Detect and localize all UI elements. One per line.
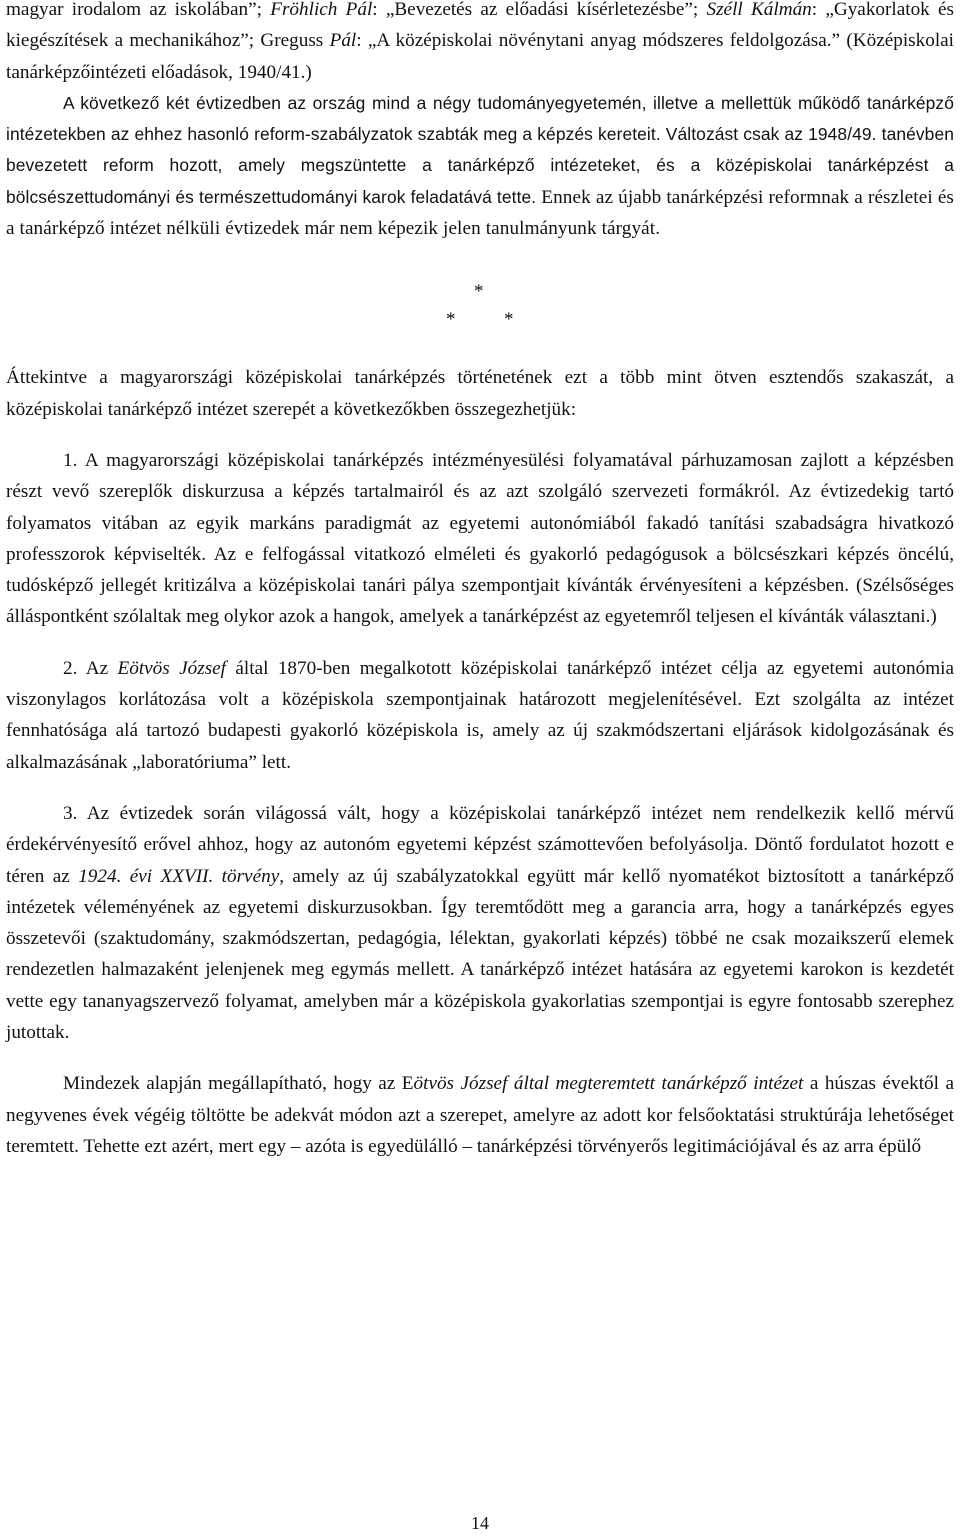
text-run: által 1870-ben megalkotott középiskolai tanárképző intézet célja az egyetemi autonómia viszonylagos korlátozása volt a középiskola szempontjainak határozott megjelenítésével. Ezt szolgálta az intézet fennhatósága alá tartozó budapesti gyakorló középiskola is, amely az új szakmódszertani eljárások kidolgozásának és alkalmazásának „laboratóriuma” lett.: [6, 657, 954, 773]
author-name: Fröhlich Pál: [270, 0, 373, 20]
paragraph-3: Áttekintve a magyarországi középiskolai tanárképzés történetének ezt a több mint ötven esztendős szakaszát, a középiskolai tanárképző intézet szerepét a következőkben összegezhetjük:: [6, 367, 954, 420]
star-left: *: [446, 309, 456, 331]
paragraph-7: [6, 1068, 954, 1162]
star-top: *: [474, 281, 484, 303]
paragraph-2: [6, 88, 954, 244]
text-run: : „Bevezetés az előadási kísérletezésbe”;: [372, 0, 707, 20]
text-run: , amely az új szabályzatokkal együtt már kellő nyomatékot biztosított a tanárképző intézetek véleményének az egyetemi diskurzusokban. Így teremtődött meg a garancia arra, hogy a tanárképzés egyes összetevői (szaktudomány, szakmódszertan, pedagógia, lélektan, gyakorlati képzés) többé ne csak mozaikszerű elemek rendezetlen halmazaként jelenjenek meg egymás mellett. A tanárképző intézet hatására az egyetemi karokon is kezdetét vette egy tananyagszervező folyamat, amelyben már a középiskola gyakorlatias szempontjai is egyre fontosabb szerephez jutottak.: [6, 865, 954, 1044]
author-name: Pál: [329, 30, 357, 52]
text-run: a húszas évektől a negyvenes évek végéig töltötte be adekvát módon azt a szerepet, amelyre az adott kor felsőoktatási struktúrája lehetőséget teremtett. Tehette ezt azért, mert egy – azóta is egyedülálló – tanárképzési törvényerős legitimációjával és az arra épülő: [6, 1073, 954, 1157]
author-name: Széll Kálmán: [706, 0, 812, 20]
paragraph-5: [6, 653, 954, 778]
paragraph-4: 1. A magyarországi középiskolai tanárképzés intézményesülési folyamatával párhuzamosan zajlott a képzésben részt vevő szereplők diskurzusa a képzés tartalmairól és az azt szolgáló szervezeti formákról. Az évtizedekig tartó folyamatos vitában az egyik markáns paradigmát az egyetemi autonómiából fakadó tanítási szabadságra hivatkozó professzorok képviselték. Az e felfogással vitatkozó elméleti és gyakorló pedagógusok a bölcsészkari képzés öncélú, tudósképző jellegét kritizálva a középiskolai tanári pálya szempontjait kívánták érvényesíteni a képzésben. (Szélsőséges álláspontként szólaltak meg olykor azok a hangok, amelyek a tanárképzést az egyetemről teljesen el kívánták választani.): [6, 449, 954, 628]
section-divider: [6, 254, 954, 362]
law-reference: 1924. évi XXVII. törvény: [78, 865, 280, 887]
text-run: magyar irodalom az iskolában”;: [6, 0, 271, 20]
text-run: : „Gyakorlatok és kiegészítések a mechanikához”; Greguss: [6, 0, 955, 52]
text-run: 3. Az évtizedek során világossá vált, hogy a középiskolai tanárképző intézet nem rendelkezik kellő mérvű érdekérvényesítő erővel ahhoz, hogy az autonóm egyetemi képzést számottevően befolyásolja. Döntő fordulatot hozott e téren az: [6, 802, 954, 887]
text-run: Mindezek alapján megállapítható, hogy az E: [63, 1073, 414, 1095]
text-run: : „A középiskolai növénytani anyag módszeres feldolgozása.” (Középiskolai tanárképzőintézeti előadások, 1940/41.): [6, 30, 954, 83]
star-right: *: [504, 309, 514, 331]
emphasis: ötvös József által megteremtett tanárképző intézet: [413, 1073, 804, 1095]
paragraph-6: [6, 798, 954, 1048]
text-run: Ennek az újabb tanárképzési reformnak a részletei és a tanárképző intézet nélküli évtizedek már nem képezik jelen tanulmányunk tárgyát.: [6, 186, 954, 240]
paragraph-1: [6, 0, 954, 88]
text-run: A következő két évtizedben az ország mind a négy tudományegyetemén, illetve a mellettük működő tanárképző intézetekben az ehhez hasonló reform-szabályzatok szabták meg a képzés kereteit. Változást csak az 1948/49. tanévben bevezetett reform hozott, amely megszüntette a tanárképző intézeteket, és a középiskolai tanárképzést a bölcsészettudományi és természettudományi karok feladatává tette.: [6, 92, 954, 207]
text-run: 2. Az: [63, 657, 118, 679]
page-number: 14: [471, 1513, 489, 1533]
person-name: Eötvös József: [117, 657, 227, 679]
document-page: [6, 0, 954, 1162]
